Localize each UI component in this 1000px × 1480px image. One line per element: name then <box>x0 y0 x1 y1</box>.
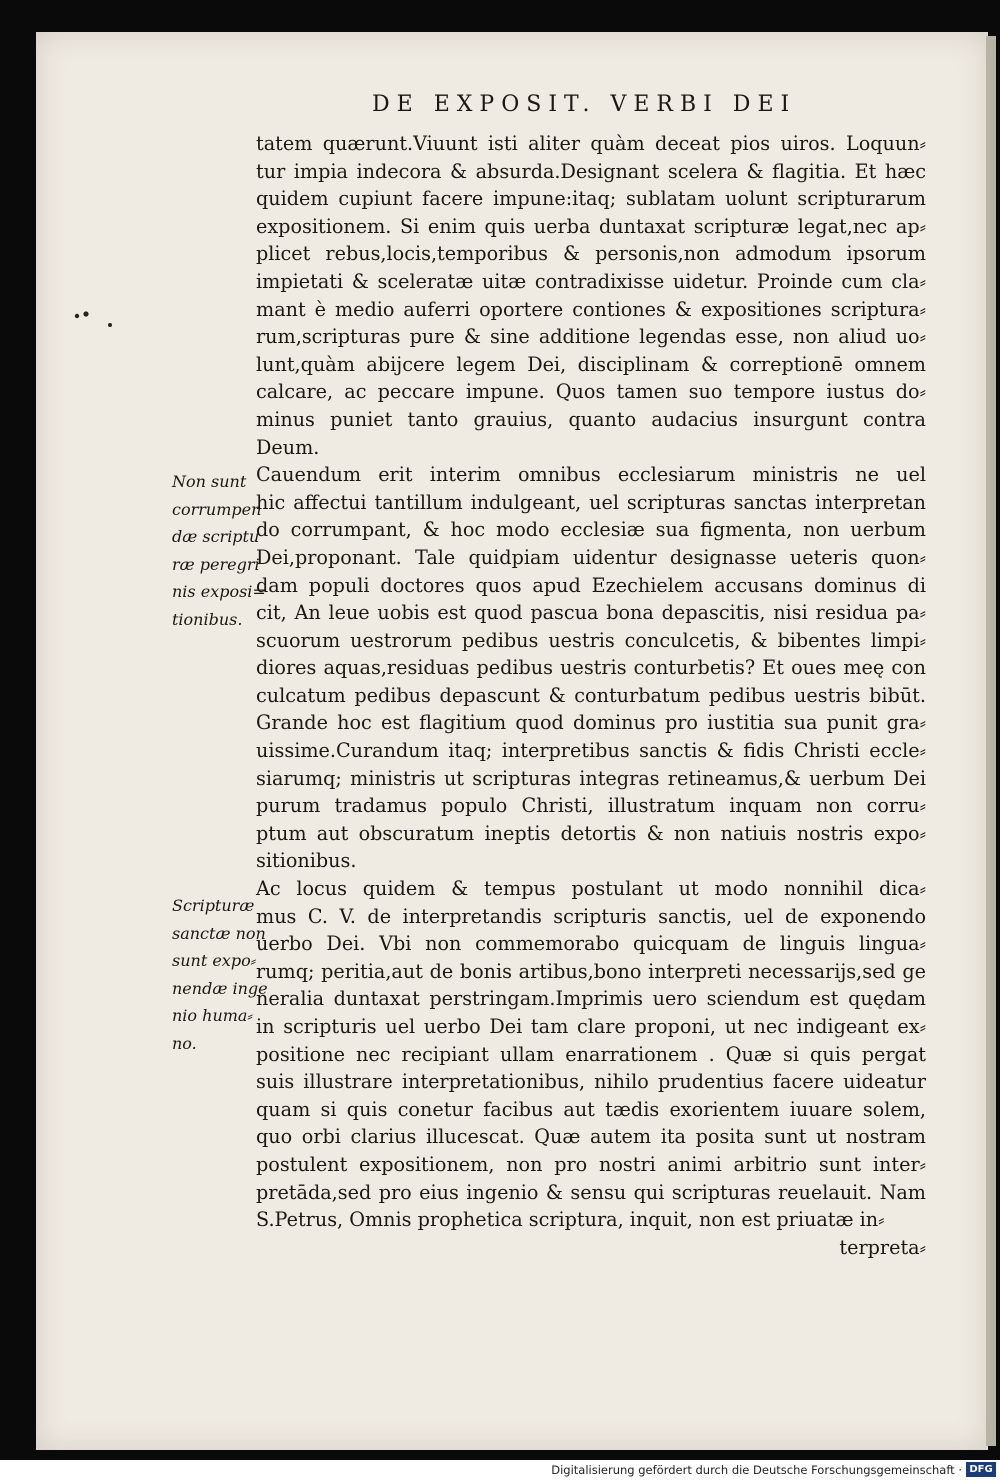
margin-note-2 <box>172 892 268 1058</box>
text-line: expositionem. Si enim quis uerba duntaxat scripturæ legat,nec ap⸗ <box>256 214 926 238</box>
paragraph-2 <box>256 461 926 875</box>
digitization-footer <box>0 1460 1000 1480</box>
text-line: Dei,proponant. Tale quidpiam uidentur designasse ueteris quon⸗ <box>256 545 926 569</box>
text-line: Deum. <box>256 435 320 459</box>
text-line: rum,scripturas pure & sine additione legendas esse, non aliud uo⸗ <box>256 325 926 349</box>
text-line: uerbo Dei. Vbi non commemorabo quicquam de linguis lingua⸗ <box>256 932 926 956</box>
main-text <box>256 130 926 1261</box>
text-line: dam populi doctores quos apud Ezechielem accusans dominus di <box>256 573 926 597</box>
text-line: do corrumpant, & hoc modo ecclesiæ sua figmenta, non uerbum <box>256 518 926 542</box>
paragraph-3 <box>256 875 926 1234</box>
dfg-logo: DFG <box>966 1462 996 1477</box>
text-line: Cauendum erit interim omnibus ecclesiarum ministris ne uel <box>256 463 926 487</box>
text-line: Ac locus quidem & tempus postulant ut modo nonnihil dica⸗ <box>256 877 926 901</box>
text-line: quidem cupiunt facere impune:itaq; sublatam uolunt scripturarum <box>256 187 926 211</box>
text-line: mus C. V. de interpretandis scripturis sanctis, uel de exponendo <box>256 904 926 928</box>
text-line: diores aquas,residuas pedibus uestris conturbetis? Et oues meę con <box>256 656 926 680</box>
margin-note-line: nis exposi= <box>172 582 266 602</box>
text-line: quo orbi clarius illucescat. Quæ autem ita posita sunt ut nostram <box>256 1125 926 1149</box>
text-line: suis illustrare interpretationibus, nihilo prudentius facere uideatur <box>256 1070 926 1094</box>
text-line: sitionibus. <box>256 849 357 873</box>
catchword: terpreta⸗ <box>839 1235 926 1259</box>
text-line: Grande hoc est flagitium quod dominus pro iustitia sua punit gra⸗ <box>256 711 926 735</box>
text-line: impietati & sceleratæ uitæ contradixisse uidetur. Proinde cum cla⸗ <box>256 269 926 293</box>
running-head: DE EXPOSIT. VERBI DEI <box>372 92 797 117</box>
page-edge <box>986 36 996 1446</box>
margin-note-line: nendæ inge <box>172 978 268 998</box>
text-line: plicet rebus,locis,temporibus & personis,non admodum ipsorum <box>256 242 926 266</box>
text-line: positione nec recipiant ullam enarrationem . Quæ si quis pergat <box>256 1042 926 1066</box>
text-line: rumq; peritia,aut de bonis artibus,bono interpreti necessarijs,sed ge <box>256 959 926 983</box>
margin-note-line: sanctæ non <box>172 923 266 943</box>
footer-text: Digitalisierung gefördert durch die Deutsche Forschungsgemeinschaft · <box>551 1463 962 1477</box>
text-line: scuorum uestrorum pedibus uestris conculcetis, & bibentes limpi⸗ <box>256 628 926 652</box>
text-line: siarumq; ministris ut scripturas integras retineamus,& uerbum Dei <box>256 766 926 790</box>
text-line: postulent expositionem, non pro nostri animi arbitrio sunt inter⸗ <box>256 1152 926 1176</box>
margin-note-line: tionibus. <box>172 609 243 629</box>
text-line: culcatum pedibus depascunt & conturbatum pedibus uestris bibūt. <box>256 683 926 707</box>
text-line: purum tradamus populo Christi, illustratum inquam non corru⸗ <box>256 794 926 818</box>
margin-note-line: no. <box>172 1033 197 1053</box>
margin-note-line: dæ scriptu <box>172 527 260 547</box>
margin-note-line: sunt expo⸗ <box>172 951 257 971</box>
text-line: cit, An leue uobis est quod pascua bona depascitis, nisi residua pa⸗ <box>256 601 926 625</box>
margin-note-line: nio huma⸗ <box>172 1006 253 1026</box>
margin-note-line: Non sunt <box>172 472 247 491</box>
text-line: tatem quærunt.Viuunt isti aliter quàm deceat pios uiros. Loquun⸗ <box>256 132 926 155</box>
text-line: minus puniet tanto grauius, quanto audacius insurgunt contra <box>256 407 926 431</box>
margin-note-1 <box>172 468 266 634</box>
text-line: lunt,quàm abijcere legem Dei, disciplinam & correptionē omnem <box>256 352 926 376</box>
text-line: uissime.Curandum itaq; interpretibus sanctis & fidis Christi eccle⸗ <box>256 739 926 763</box>
margin-note-line: corrumpen <box>172 499 262 519</box>
text-line: calcare, ac peccare impune. Quos tamen suo tempore iustus do⸗ <box>256 380 926 404</box>
text-line: hic affectui tantillum indulgeant, uel scripturas sanctas interpretan <box>256 490 926 514</box>
paragraph-1 <box>256 130 926 461</box>
text-line: tur impia indecora & absurda.Designant scelera & flagitia. Et hæc <box>256 159 926 183</box>
margin-note-line: ræ peregri <box>172 554 260 574</box>
ink-dots-mark <box>72 308 112 328</box>
text-line: ptum aut obscuratum ineptis detortis & non natiuis nostris expo⸗ <box>256 821 926 845</box>
text-line: quam si quis conetur facibus aut tædis exorientem iuuare solem, <box>256 1097 926 1121</box>
text-line: mant è medio auferri oportere contiones & expositiones scriptura⸗ <box>256 297 926 321</box>
text-line: neralia duntaxat perstringam.Imprimis uero sciendum est quędam <box>256 987 926 1011</box>
margin-note-line: Scripturæ <box>172 896 255 915</box>
text-line: pretāda,sed pro eius ingenio & sensu qui scripturas reuelauit. Nam <box>256 1180 926 1204</box>
text-line: in scripturis uel uerbo Dei tam clare proponi, ut nec indigeant ex⸗ <box>256 1015 926 1038</box>
text-line: S.Petrus, Omnis prophetica scriptura, inquit, non est priuatæ in⸗ <box>256 1208 885 1232</box>
